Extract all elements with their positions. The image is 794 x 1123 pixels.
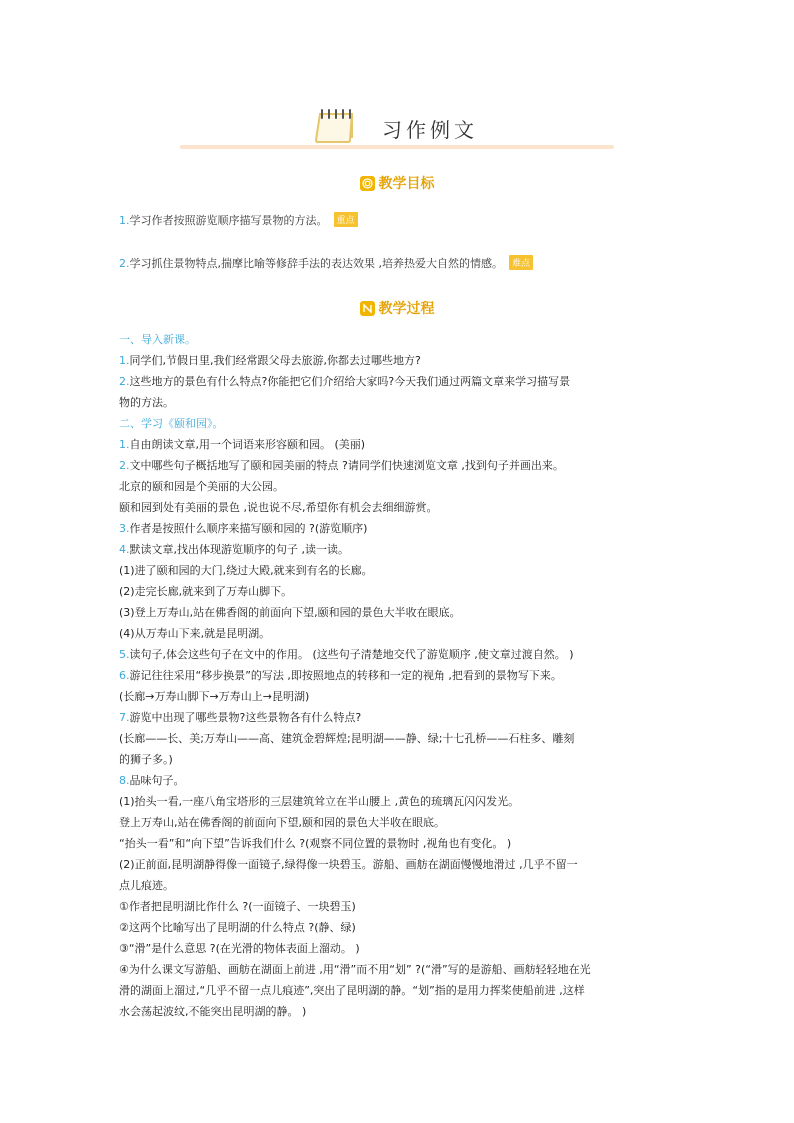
text-line: ④为什么课文写游船、画舫在湖面上前进 ,用“滑”而不用“划” ?(“滑”写的是游船、画舫轻轻地在光 (119, 963, 591, 976)
text-line: (长廊→万寿山脚下→万寿山上→昆明湖) (119, 690, 310, 703)
item-number: 2. (119, 375, 130, 388)
item-text: 同学们,节假日里,我们经常跟父母去旅游,你都去过哪些地方? (129, 354, 421, 367)
goal-item-1: 1.学习作者按照游览顺序描写景物的方法。 重点 (119, 212, 358, 228)
text-line: ②这两个比喻写出了昆明湖的什么特点 ?(静、绿) (119, 921, 356, 934)
goal-item-2: 2.学习抓住景物特点,揣摩比喻等修辞手法的表达效果 ,培养热爱大自然的情感。 难点 (119, 255, 533, 271)
text-line: 的狮子多。) (119, 753, 173, 766)
text-line: 物的方法。 (119, 396, 174, 409)
text-line: 登上万寿山,站在佛香阁的前面向下望,颐和园的景色大半收在眼底。 (119, 816, 445, 829)
text-line: “抬头一看”和“向下望”告诉我们什么 ?(观察不同位置的景物时 ,视角也有变化。 ) (119, 837, 512, 850)
item-number: 5. (119, 648, 130, 661)
text-line: (4)从万寿山下来,就是昆明湖。 (119, 627, 271, 640)
process-heading (0, 298, 794, 320)
key-point-badge: 重点 (334, 212, 358, 227)
text-line: (长廊——长、美;万寿山——高、建筑金碧辉煌;昆明湖——静、绿;十七孔桥——石柱多、雕刻 (119, 732, 575, 745)
item-number: 1. (119, 438, 130, 451)
numbered-item (119, 707, 679, 728)
item-text: 这些地方的景色有什么特点?你能把它们介绍给大家吗?今天我们通过两篇文章来学习描写景 (129, 375, 571, 388)
numbered-item (119, 455, 679, 476)
text-line: (2)走完长廊,就来到了万寿山脚下。 (119, 585, 293, 598)
target-icon (360, 176, 375, 191)
numbered-item (119, 350, 679, 371)
process-heading-label: 教学过程 (378, 301, 435, 317)
text-line: 北京的颐和园是个美丽的大公园。 (119, 480, 284, 493)
text-line: 水会荡起波纹,不能突出昆明湖的静。 ) (119, 1005, 307, 1018)
goal-item-2-text: 学习抓住景物特点,揣摩比喻等修辞手法的表达效果 ,培养热爱大自然的情感。 (129, 257, 503, 270)
text-line: 颐和园到处有美丽的景色 ,说也说不尽,希望你有机会去细细游赏。 (119, 501, 438, 514)
item-text: 文中哪些句子概括地写了颐和园美丽的特点 ?请同学们快速浏览文章 ,找到句子并画出来。 (129, 459, 564, 472)
item-number: 2. (119, 459, 130, 472)
goals-heading-label: 教学目标 (378, 176, 435, 192)
numbered-item (119, 644, 679, 665)
text-line: ③“滑”是什么意思 ?(在光滑的物体表面上溜动。 ) (119, 942, 360, 955)
numbered-item (119, 665, 679, 686)
item-number: 1. (119, 354, 130, 367)
item-text: 游览中出现了哪些景物?这些景物各有什么特点? (129, 711, 362, 724)
item-number: 7. (119, 711, 130, 724)
numbered-item (119, 770, 679, 791)
item-number: 6. (119, 669, 130, 682)
text-line: (1)进了颐和园的大门,绕过大殿,就来到有名的长廊。 (119, 564, 373, 577)
item-text: 读句子,体会这些句子在文中的作用。 (这些句子清楚地交代了游览顺序 ,使文章过渡自然。 ) (129, 648, 574, 661)
text-line: 滑的湖面上溜过,“几乎不留一点儿痕迹”,突出了昆明湖的静。“划”指的是用力挥桨使船前进 ,这样 (119, 984, 585, 997)
item-text: 默读文章,找出体现游览顺序的句子 ,读一读。 (129, 543, 349, 556)
numbered-item (119, 434, 679, 455)
item-text: 游记往往采用“移步换景”的写法 ,即按照地点的转移和一定的视角 ,把看到的景物写下来。 (129, 669, 562, 682)
page-title: 习作例文 (382, 118, 478, 142)
numbered-item (119, 371, 679, 392)
item-text: 自由朗读文章,用一个词语来形容颐和园。 (美丽) (129, 438, 366, 451)
header-divider (180, 145, 614, 149)
item-text: 品味句子。 (129, 774, 185, 787)
page-header (180, 100, 614, 152)
process-body (119, 329, 679, 1022)
text-line: 点儿痕迹。 (119, 879, 174, 892)
goal-item-1-text: 学习作者按照游览顺序描写景物的方法。 (129, 214, 328, 227)
item-number: 3. (119, 522, 130, 535)
numbered-item (119, 539, 679, 560)
text-line: ①作者把昆明湖比作什么 ?(一面镜子、一块碧玉) (119, 900, 356, 913)
goals-heading (0, 173, 794, 195)
difficult-point-badge: 难点 (509, 255, 533, 270)
text-line: (2)正前面,昆明湖静得像一面镜子,绿得像一块碧玉。游船、画舫在湖面慢慢地滑过 ,几乎不留一 (119, 858, 578, 871)
process-icon (360, 301, 375, 316)
text-line: (3)登上万寿山,站在佛香阁的前面向下望,颐和园的景色大半收在眼底。 (119, 606, 461, 619)
item-number: 8. (119, 774, 130, 787)
subsection-title: 一、导入新课。 (119, 333, 196, 346)
subsection-title: 二、学习《颐和园》。 (119, 417, 224, 430)
text-line: (1)抬头一看,一座八角宝塔形的三层建筑耸立在半山腰上 ,黄色的琉璃瓦闪闪发光。 (119, 795, 520, 808)
item-number: 4. (119, 543, 130, 556)
numbered-item (119, 518, 679, 539)
notebook-icon (314, 106, 358, 146)
item-text: 作者是按照什么顺序来描写颐和园的 ?(游览顺序) (129, 522, 368, 535)
